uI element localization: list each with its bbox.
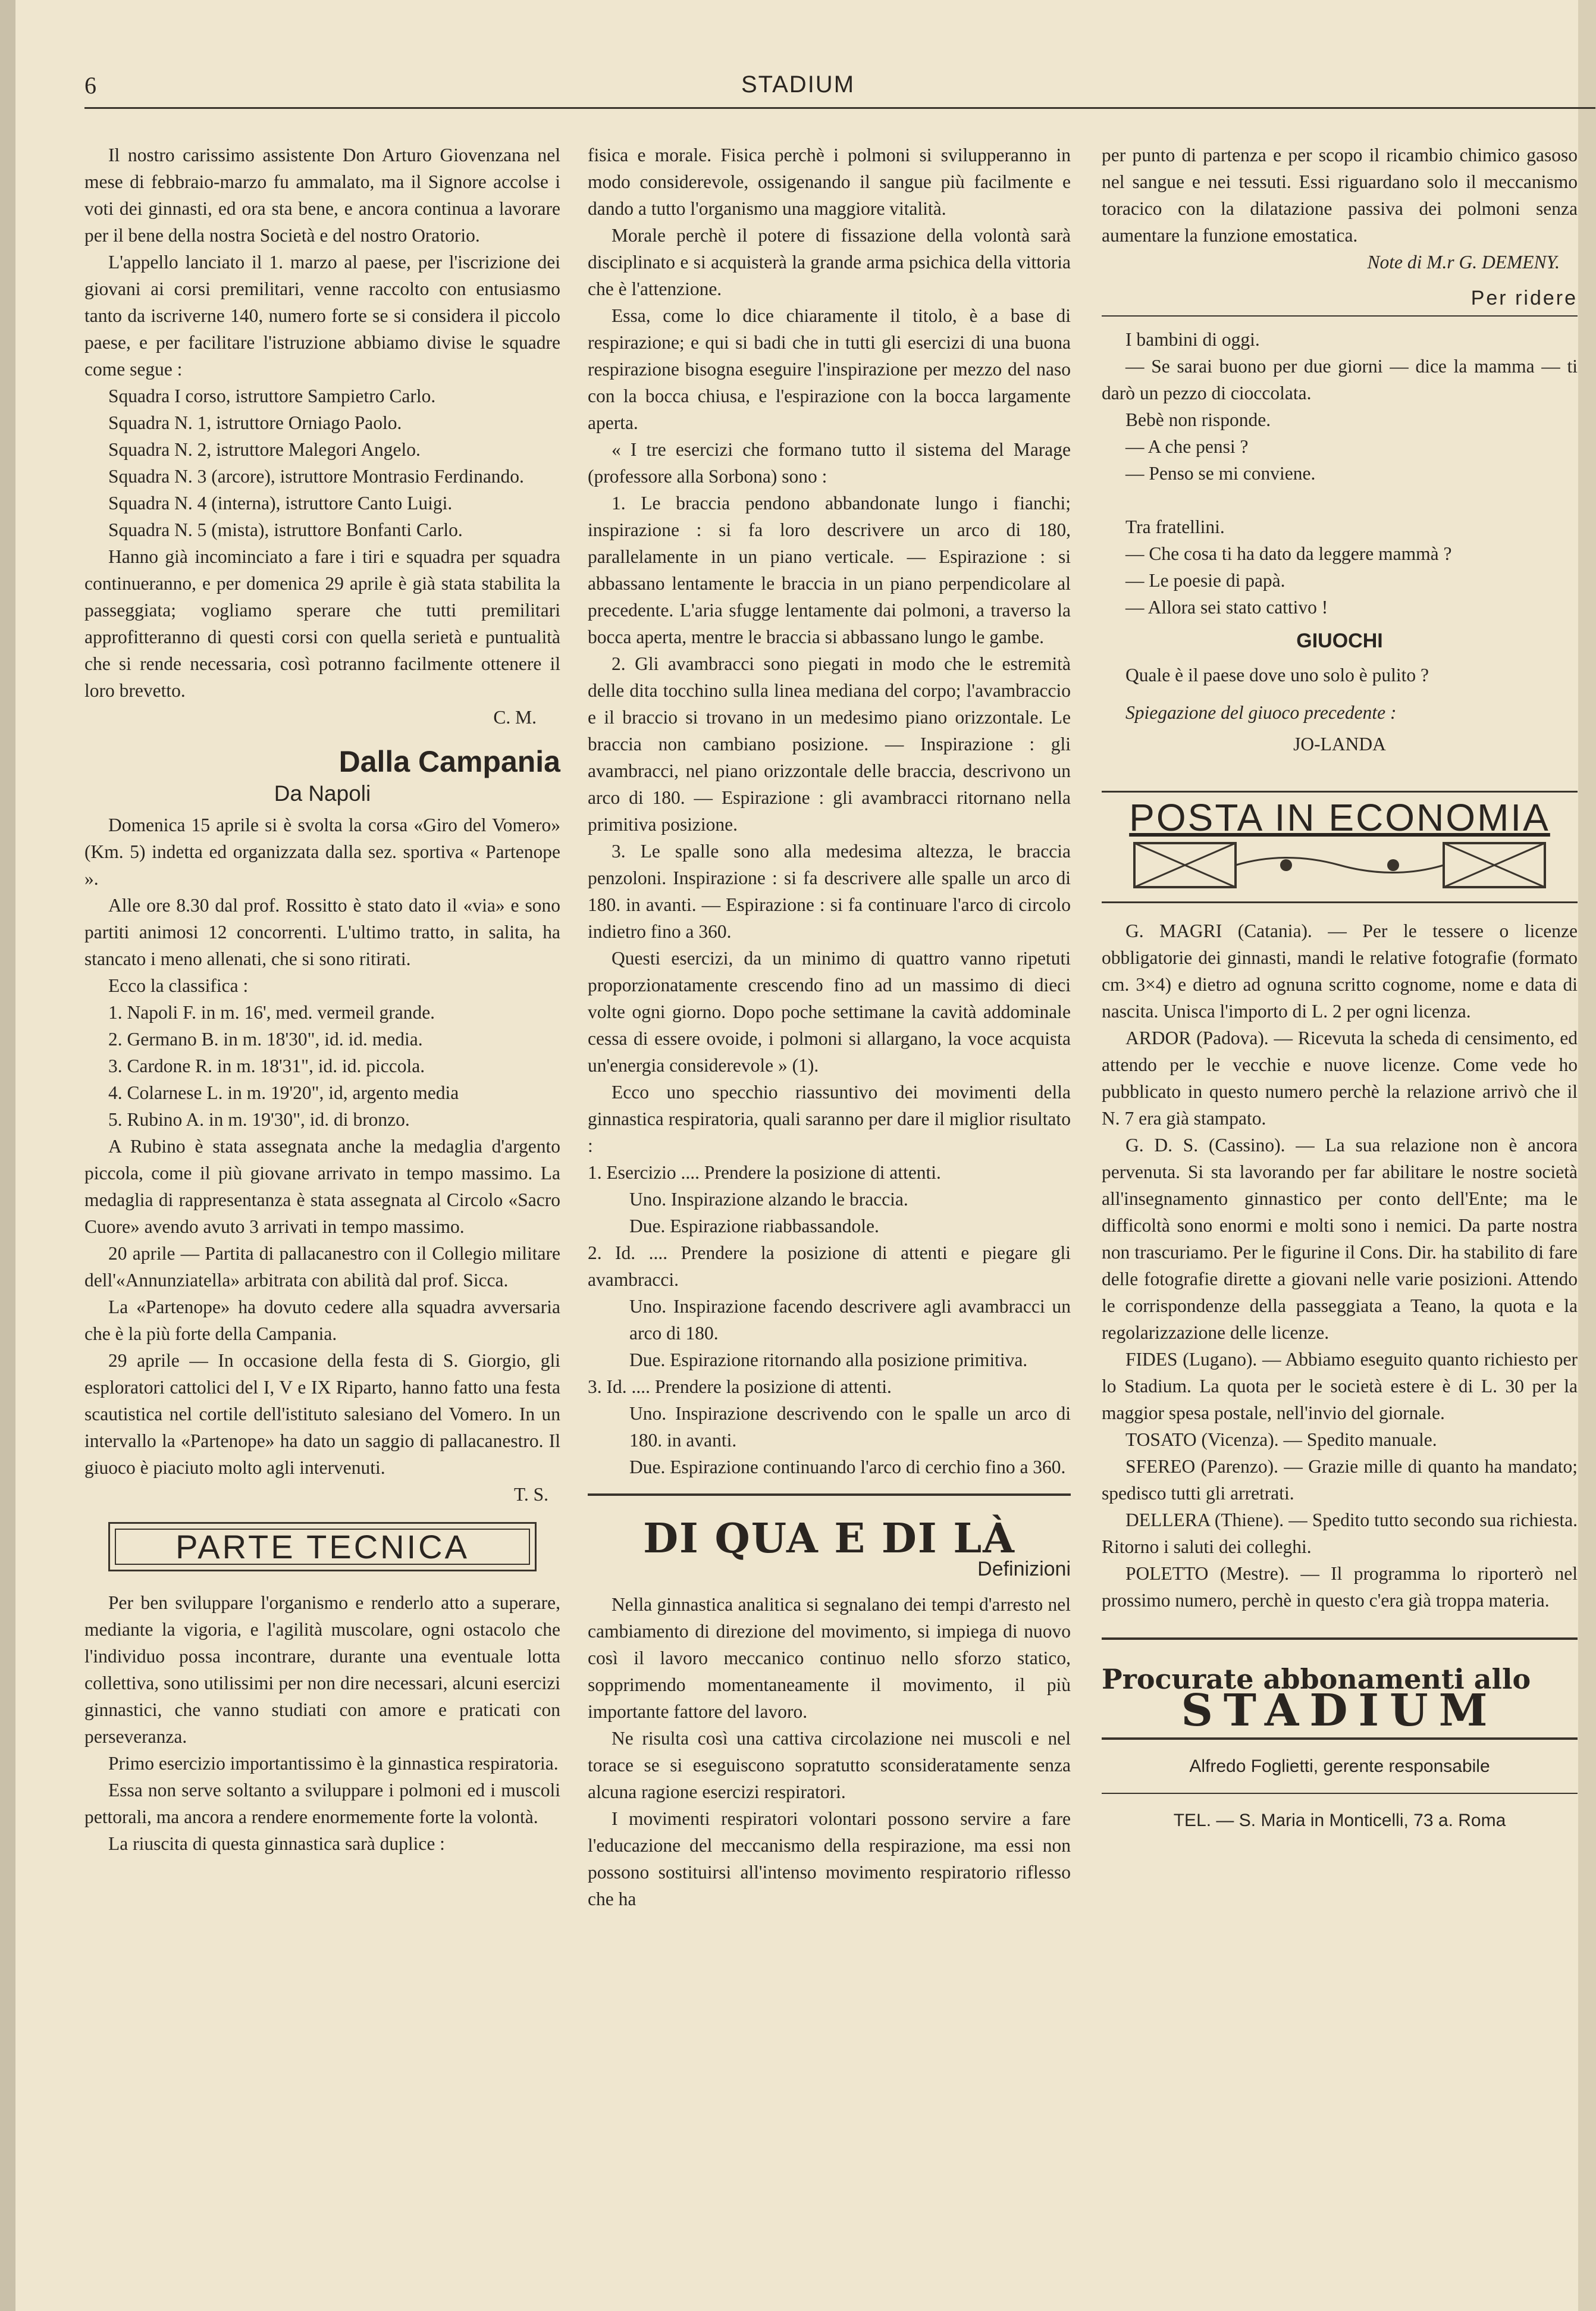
posta-title: POSTA IN ECONOMIA [1129,796,1550,839]
joke-line: — A che pensi ? [1125,436,1249,457]
article-paragraph: Questi esercizi, da un minimo di quattro vanno ripetuti proporzionatamente crescendo fino ad un massimo di dieci volte ogni giorno. Dopo poche settimane la cavità addominale cessa di essere ovoide, i polmoni si allargano, la voce acquista un'energia considerevole » (1). [588,948,1071,1076]
exercise-list [588,1159,1071,1480]
article-paragraph: Ecco la classifica : [108,975,249,996]
joke-title: Tra fratellini. [1125,516,1225,537]
squad-item: Squadra I corso, istruttore Sampietro Carlo. [108,386,436,406]
article-paragraph: Ecco uno specchio riassuntivo dei movimenti della ginnastica respiratoria, quali saranno per dare il miglior risultato : [588,1082,1071,1156]
subscription-call: Procurate abbonamenti allo [1102,1663,1531,1695]
exercise-item: Due. Espirazione riabbassandole. [629,1216,879,1236]
squad-item: Squadra N. 2, istruttore Malegori Angelo. [108,439,421,460]
posta-entry: G. MAGRI (Catania). — Per le tessere o licenze obbligatorie dei ginnasti, mandi le relative fotografie (formato cm. 3×4) e dietro ad ognuna scritto cognome, nome e data di nascita. Unisca l'importo di L. 2 per ogni licenza. [1102,920,1578,1022]
subsection-title-napoli: Da Napoli [274,781,371,806]
article-paragraph: fisica e morale. Fisica perchè i polmoni si svilupperanno in modo considerevole, ossigenando il sangue più facilmente e dando a tutto l'organismo una maggiore vitalità. [588,145,1071,219]
joke-line: — Le poesie di papà. [1125,570,1285,591]
article-paragraph: Il nostro carissimo assistente Don Arturo Giovenzana nel mese di febbraio-marzo fu ammalato, ma il Signore accolse i voti dei ginnasti, ed ora sta bene, e ancora continua a lavorare per il bene della nostra Società e del nostro Oratorio. [84,145,560,246]
section-divider [1102,315,1578,317]
page-number: 6 [84,72,96,99]
section-title-campania: Dalla Campania [338,745,560,778]
posta-entry: TOSATO (Vicenza). — Spedito manuale. [1125,1429,1437,1450]
page-edge-right [1578,0,1596,2311]
article-paragraph: per punto di partenza e per scopo il ricambio chimico gasoso nel sangue e nei tessuti. Essi riguardano solo il meccanismo toracico con la dilatazione passiva dei polmoni senza aumentare la funzione emostatica. [1102,145,1578,246]
exercise-item: Due. Espirazione continuando l'arco di cerchio fino a 360. [629,1457,1066,1477]
publisher-credit: Alfredo Foglietti, gerente responsabile [1189,1756,1490,1776]
posta-entry: DELLERA (Thiene). — Spedito tutto secondo sua richiesta. Ritorno i saluti dei colleghi. [1102,1510,1578,1557]
section-divider [1102,1793,1578,1794]
squad-item: Squadra N. 5 (mista), istruttore Bonfanti Carlo. [108,519,463,540]
posta-banner [1102,791,1578,903]
column-left [84,142,560,1857]
joke-line: Bebè non risponde. [1125,409,1271,430]
signature: T. S. [513,1484,548,1505]
joke-line: — Allora sei stato cattivo ! [1125,597,1328,618]
article-paragraph: Essa, come lo dice chiaramente il titolo, è a base di respirazione; e qui si badi che in tutti gli esercizi di una buona respirazione bisogna eseguire l'inspirazione per mezzo del naso con la bocca chiusa, e l'espirazione con la bocca largamente aperta. [588,305,1071,433]
masthead-title: STADIUM [741,71,855,98]
posta-entry: ARDOR (Padova). — Ricevuta la scheda di censimento, ed attendo per le vecchie e nuove licenze. Come vede ho pubblicato in questo numero perchè la relazione arrivò che il N. 7 era già stampato. [1102,1028,1578,1129]
posta-entry: FIDES (Lugano). — Abbiamo eseguito quanto richiesto per lo Stadium. La quota per le società estere è di L. 30 per la maggior spesa postale, nell'invio del giornale. [1102,1349,1578,1423]
joke-line: — Che cosa ti ha dato da leggere mammà ? [1125,543,1452,564]
section-title-giuochi: GIUOCHI [1296,630,1383,652]
squad-item: Squadra N. 3 (arcore), istruttore Montrasio Ferdinando. [108,466,524,487]
posta-entry: G. D. S. (Cassino). — La sua relazione non è ancora pervenuta. Si sta lavorando per far abilitare le nostre società all'insegnamento ginnastico per conto dell'Ente; ma le difficoltà sono enormi e molti sono i nemici. Da parte nostra non trascuriamo. Per le figurine il Cons. Dir. ha stabilito di fare delle fotografie dirette a giovani nelle varie posizioni. Attendo le corrispondenze della passeggiata a Teano, la quota e la regolarizzazione delle licenze. [1102,1135,1578,1343]
page-edge-shadow [0,0,15,2311]
subsection-title-definizioni: Definizioni [977,1558,1071,1580]
article-paragraph: Ne risulta così una cattiva circolazione nei muscoli e nel torace se si eseguiscono sopratutto sconsideratamente senza alcuna ragione esercizi respiratori. [588,1728,1071,1802]
exercise-item: Due. Espirazione ritornando alla posizione primitiva. [629,1349,1028,1370]
joke-line: — Se sarai buono per due giorni — dice la mamma — ti darò un pezzo di cioccolata. [1102,356,1578,403]
joke-line: — Penso se mi conviene. [1125,463,1316,484]
article-paragraph: Essa non serve soltanto a sviluppare i polmoni ed i muscoli pettorali, ma ancora a rendere enormemente forte la volontà. [84,1780,560,1827]
article-paragraph: Morale perchè il potere di fissazione della volontà sarà disciplinato e si acquisterà la grande arma psichica della vittoria che è l'attenzione. [588,225,1071,299]
squad-item: Squadra N. 1, istruttore Orniago Paolo. [108,412,402,433]
ranking-item: 5. Rubino A. in m. 19'30", id. di bronzo. [108,1109,410,1130]
article-paragraph: La riuscita di questa ginnastica sarà duplice : [108,1833,445,1854]
article-paragraph: Hanno già incominciato a fare i tiri e squadra per squadra continueranno, e per domenica 29 aprile è già stata stabilita la passeggiata; vogliamo sperare che tutti premilitari approfitteranno di questi corsi con quella serietà e puntualità che si rende necessaria, così potranno facilmente ottenere il loro brevetto. [84,546,560,701]
section-title-per-ridere: Per ridere [1470,287,1578,309]
section-divider [1102,1637,1578,1640]
posta-entry: POLETTO (Mestre). — Il programma lo riporterò nel prossimo numero, perchè in questo c'era già troppa materia. [1102,1563,1578,1611]
squad-item: Squadra N. 4 (interna), istruttore Canto Luigi. [108,493,453,513]
article-paragraph: « I tre esercizi che formano tutto il sistema del Marage (professore alla Sorbona) sono : [588,439,1071,487]
article-paragraph: I movimenti respiratori volontari possono servire a fare l'educazione del meccanismo della respirazione, ma essi non possono sostituirsi all'intenso movimento respiratorio riflesso che ha [588,1808,1071,1909]
section-divider [1102,1737,1578,1740]
article-paragraph: Domenica 15 aprile si è svolta la corsa «Giro del Vomero» (Km. 5) indetta ed organizzata dalla sez. sportiva « Partenope ». [84,815,560,889]
signature: C. M. [493,707,537,728]
column-right [1102,142,1578,1834]
exercise-item: 2. Id. .... Prendere la posizione di attenti e piegare gli avambracci. [588,1242,1071,1290]
exercise-item: Uno. Inspirazione alzando le braccia. [629,1189,908,1210]
exercise-item: Uno. Inspirazione facendo descrivere agli avambracci un arco di 180. [629,1296,1071,1344]
envelope-letters-icon [1131,838,1548,892]
parte-tecnica-title: PARTE TECNICA [115,1529,530,1565]
header-rule [84,107,1595,109]
article-paragraph: La «Partenope» ha dovuto cedere alla squadra avversaria che è la più forte della Campania. [84,1297,560,1344]
ranking-item: 2. Germano B. in m. 18'30", id. id. media. [108,1029,423,1050]
stadium-wordmark: STADIUM [1181,1685,1498,1736]
publisher-address: TEL. — S. Maria in Monticelli, 73 a. Roma [1173,1811,1506,1830]
article-paragraph: 1. Le braccia pendono abbandonate lungo i fianchi; inspirazione : si fa loro descrivere un arco di 180, parallelamente in un piano verticale. — Espirazione : si abbassano lentamente le braccia in un piano perpendicolare al precedente. L'aria sfugge lentamente dai polmoni, a traverso la bocca aperta, mentre le braccia si abbassano lungo le gambe. [588,493,1071,647]
exercise-item: 1. Esercizio .... Prendere la posizione di attenti. [588,1162,941,1183]
article-paragraph: 20 aprile — Partita di pallacanestro con il Collegio militare dell'«Annunziatella» arbitrata con abilità dal prof. Sicca. [84,1243,560,1291]
ranking-item: 3. Cardone R. in m. 18'31", id. id. piccola. [108,1056,425,1076]
section-divider [588,1493,1071,1496]
joke-title: I bambini di oggi. [1125,329,1260,350]
article-paragraph: Nella ginnastica analitica si segnalano dei tempi d'arresto nel cambiamento di direzione del movimento, si impiega di nuovo così il lavoro meccanico continuo nello sforzo statico, sopprimendo momentaneamente il movimento, il più importante fattore del lavoro. [588,1594,1071,1722]
exercise-item: Uno. Inspirazione descrivendo con le spalle un arco di 180. in avanti. [629,1403,1071,1451]
article-paragraph: 2. Gli avambracci sono piegati in modo che le estremità delle dita tocchino sulla linea mediana del corpo; l'avambraccio e il braccio si trovano in un medesimo piano orizzontale. Le braccia non cambiano posizione. — Inspirazione : gli avambracci, nel piano orizzontale delle braccia, descrivono un arco di 180. — Espirazione : gli avambracci ritornano nella primitiva posizione. [588,653,1071,835]
article-paragraph: A Rubino è stata assegnata anche la medaglia d'argento piccola, come il più giovane arrivato in tempo massimo. La medaglia di rappresentanza è stata assegnata al Circolo «Sacro Cuore» avendo avuto 3 arrivati in tempo massimo. [84,1136,560,1237]
exercise-item: 3. Id. .... Prendere la posizione di attenti. [588,1376,892,1397]
ranking-item: 4. Colarnese L. in m. 19'20", id, argento media [108,1082,459,1103]
section-title-di-qua: DI QUA E DI LÀ [643,1515,1015,1562]
ranking-item: 1. Napoli F. in m. 16', med. vermeil grande. [108,1002,435,1023]
article-paragraph: Alle ore 8.30 dal prof. Rossitto è stato dato il «via» e sono partiti animosi 12 concorrenti. L'ultimo tratto, in salita, ha stancato i meno allenati, che si sono ritirati. [84,895,560,969]
game-answer: JO-LANDA [1293,734,1386,754]
column-middle [588,142,1071,1912]
posta-entry: SFEREO (Parenzo). — Grazie mille di quanto ha mandato; spedisco tutti gli arretrati. [1102,1456,1578,1504]
article-paragraph: 3. Le spalle sono alla medesima altezza, le braccia penzoloni. Inspirazione : si fa descrivere alle spalle un arco di 180. in avanti. — Espirazione : si fa continuare l'arco di circolo indietro fino a 360. [588,841,1071,942]
article-paragraph: Per ben sviluppare l'organismo e renderlo atto a superare, mediante la vigoria, e l'agilità muscolare, ogni ostacolo che l'individuo possa incontrare, durante una eventuale lotta collettiva, sono utilissimi per non dire necessari, alcuni esercizi ginnastici, che vanno studiati con amore e praticati con perseveranza. [84,1592,560,1747]
article-note: Note di M.r G. DEMENY. [1367,252,1560,273]
parte-tecnica-banner [108,1522,537,1571]
article-paragraph: 29 aprile — In occasione della festa di S. Giorgio, gli esploratori cattolici del I, V e IX Riparto, hanno fatto una festa scautistica nel cortile dell'istituto salesiano del Vomero. In un intervallo la «Partenope» ha dato un saggio di pallacanestro. Il giuoco è piaciuto molto agli intervenuti. [84,1350,560,1478]
game-question: Quale è il paese dove uno solo è pulito ? [1125,665,1429,685]
game-explanation-label: Spiegazione del giuoco precedente : [1125,702,1397,723]
article-paragraph: Primo esercizio importantissimo è la ginnastica respiratoria. [108,1753,559,1774]
article-paragraph: L'appello lanciato il 1. marzo al paese, per l'iscrizione dei giovani ai corsi premilitari, venne raccolto con entusiasmo tanto da iscriverne 140, numero forte se si considera il piccolo paese, e per facilitare l'istruzione abbiamo divise le squadre come segue : [84,252,560,380]
